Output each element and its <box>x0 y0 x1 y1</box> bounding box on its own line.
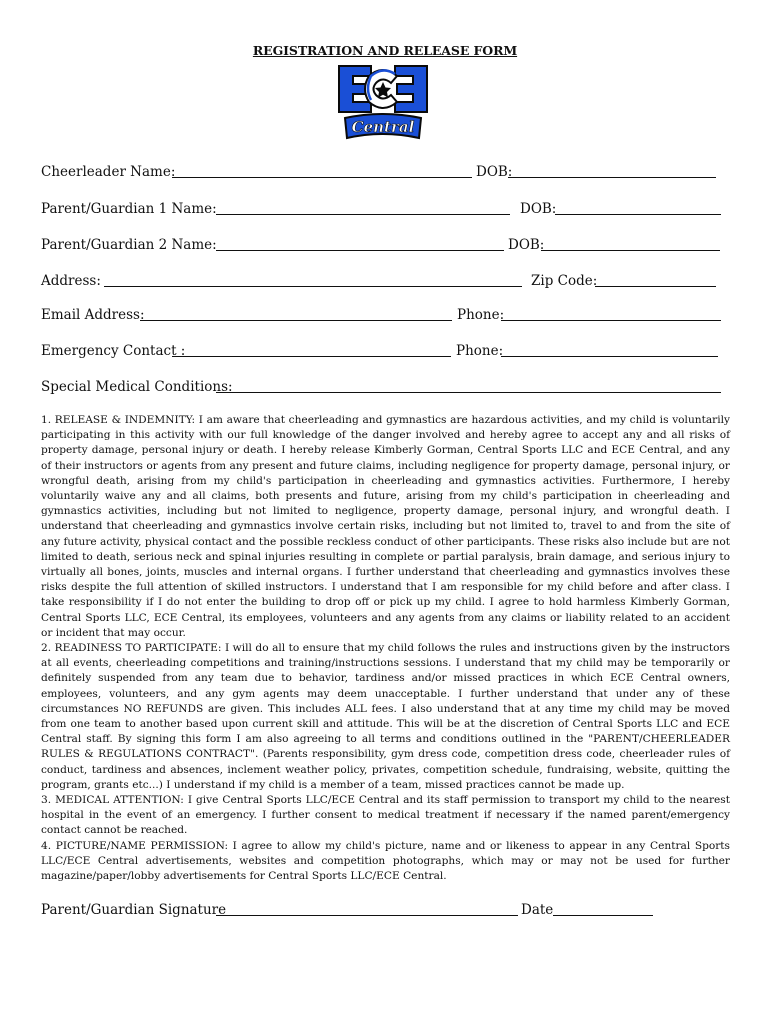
guardian1-name-field[interactable] <box>216 214 510 215</box>
address-field[interactable] <box>104 286 522 287</box>
email-field[interactable] <box>140 320 452 321</box>
date-label: Date <box>521 902 554 918</box>
form-title: REGISTRATION AND RELEASE FORM <box>252 43 518 58</box>
guardian1-dob-label: DOB: <box>520 201 557 217</box>
cheerleader-name-label: Cheerleader Name: <box>41 164 176 180</box>
release-indemnity-section: 1. RELEASE & INDEMNITY: I am aware that cheerleading and gymnastics are hazardous activities, and my child is voluntarily participating in this activity with our full knowledge of the danger involved and hereby agree to accept any and all risks of property damage, personal injury or death. I hereby release Kimberly Gorman, Central Sports LLC and ECE Central, and any of their instructors or agents from any present and future claims, including negligence for property damage, personal injury, or wrongful death, arising from my child's participation in cheerleading and gymnastics activities. Furthermore, I hereby voluntarily waive any and all claims, both presents and future, arising from my child's participation in cheerleading and gymnastics activities, including but not limited to negligence, property damage, personal injury, and wrongful death. I understand that cheerleading and gymnastics involve certain risks, including but not limited to, travel to and from the site of any future activity, physical contact and the possible reckless conduct of other participants. These risks also include but are not limited to death, serious neck and spinal injuries resulting in complete or partial paralysis, brain damage, and serious injury to virtually all bones, joints, muscles and internal organs. I further understand that cheerleading and gymnastics involves these risks despite the full attention of skilled instructors. I understand that I am responsible for my child before and after class. I take responsibility if I do not enter the building to drop off or pick up my child. I agree to hold harmless Kimberly Gorman, Central Sports LLC, ECE Central, its employees, volunteers and any agents from any claims or liability related to an accident or incident that may occur. <box>41 414 730 639</box>
logo-right-e <box>395 66 427 112</box>
medical-conditions-label: Special Medical Conditions: <box>41 379 233 395</box>
guardian2-dob-label: DOB: <box>508 237 545 253</box>
email-phone-field[interactable] <box>501 320 721 321</box>
readiness-section: 2. READINESS TO PARTICIPATE: I will do all to ensure that my child follows the rules and instructions given by the instructors at all events, cheerleading competitions and training/instructions sessions. I understand that my child may be temporarily or definitely suspended from any team due to behavior, tardiness and/or missed practices in which ECE Central owners, employees, volunteers, and any gym agents may deem unacceptable. I further understand that under any of these circumstances NO REFUNDS are given. This includes ALL fees. I also understand that at any time my child may be moved from one team to another based upon current skill and attitude. This will be at the discretion of Central Sports LLC and ECE Central staff. By signing this form I am also agreeing to all terms and conditions outlined in the "PARENT/CHEERLEADER RULES & REGULATIONS CONTRACT". (Parents responsibility, gym dress code, competition dress code, cheerleader rules of conduct, tardiness and absences, inclement weather policy, privates, competition schedule, fundraising, website, quitting the program, grants etc...) I understand if my child is a member of a team, missed practices cannot be made up. <box>41 642 730 791</box>
signature-label: Parent/Guardian Signature <box>41 902 227 918</box>
zip-code-label: Zip Code: <box>531 273 598 289</box>
logo-central-text: Central <box>351 118 415 136</box>
email-phone-label: Phone: <box>457 307 505 323</box>
terms-body <box>41 413 730 884</box>
guardian2-name-field[interactable] <box>216 250 504 251</box>
picture-permission-section: 4. PICTURE/NAME PERMISSION: I agree to allow my child's picture, name and or likeness to appear in any Central Sports LLC/ECE Central advertisements, websites and competition photographs, which may or may not be used for further magazine/paper/lobby advertisements for Central Sports LLC/ECE Central. <box>41 839 730 883</box>
cheerleader-dob-field[interactable] <box>508 177 716 178</box>
emergency-contact-field[interactable] <box>172 356 451 357</box>
cheerleader-name-field[interactable] <box>172 177 472 178</box>
zip-code-field[interactable] <box>595 286 716 287</box>
cheerleader-dob-label: DOB: <box>476 164 513 180</box>
guardian2-dob-field[interactable] <box>541 250 720 251</box>
address-label: Address: <box>41 273 101 289</box>
date-field[interactable] <box>553 915 653 916</box>
emergency-phone-label: Phone: <box>456 343 504 359</box>
email-label: Email Address: <box>41 307 145 323</box>
emergency-contact-label: Emergency Contact : <box>41 343 186 359</box>
medical-conditions-field[interactable] <box>216 392 721 393</box>
emergency-phone-field[interactable] <box>501 356 718 357</box>
guardian1-dob-field[interactable] <box>555 214 721 215</box>
signature-field[interactable] <box>216 915 518 916</box>
medical-attention-section: 3. MEDICAL ATTENTION: I give Central Sports LLC/ECE Central and its staff permission to transport my child to the nearest hospital in the event of an emergency. I further consent to medical treatment if necessary if the named parent/emergency contact cannot be reached. <box>41 794 730 837</box>
guardian2-name-label: Parent/Guardian 2 Name: <box>41 237 217 253</box>
ece-central-logo <box>333 62 433 144</box>
guardian1-name-label: Parent/Guardian 1 Name: <box>41 201 217 217</box>
